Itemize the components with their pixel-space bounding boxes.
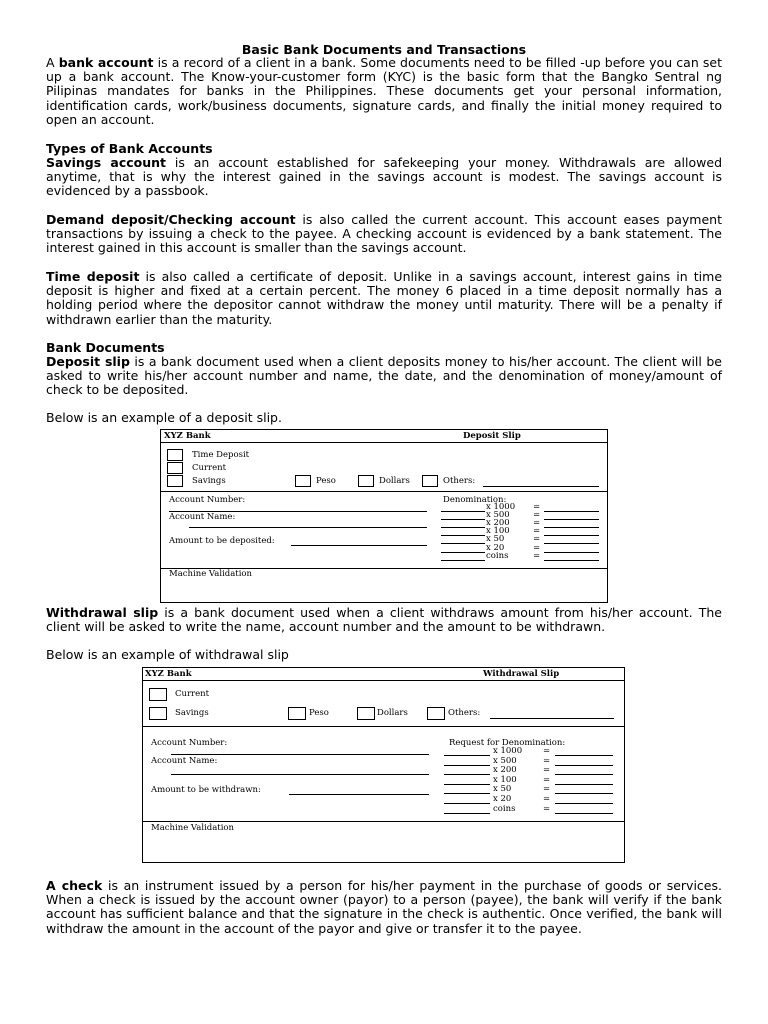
demand-paragraph: [46, 213, 722, 256]
denomination-count-field[interactable]: [444, 784, 490, 785]
divider: [143, 821, 624, 822]
withdrawal-bank-name: XYZ Bank: [145, 669, 192, 679]
denomination-amount-field[interactable]: [555, 755, 613, 756]
withdrawal-slip-form: [142, 667, 625, 863]
others-field[interactable]: [490, 718, 614, 719]
denomination-label: x 20: [486, 542, 505, 553]
account-name-field[interactable]: [171, 774, 429, 775]
deposit-form-title: Deposit Slip: [463, 431, 521, 441]
denomination-count-field[interactable]: [441, 543, 485, 544]
check-text: is an instrument issued by a person for his/her payment in the purchase of goods or services. When a check is issued by the account owner (payor) to a person (payee), the bank will verify if the bank account has sufficient balance and that the signature in the check is authentic. Once verified, the bank will withdraw the amount in the account of the payor and give or transfer it to the payee.: [46, 878, 722, 936]
current-label: Current: [175, 689, 210, 699]
withdrawal-term: Withdrawal slip: [46, 605, 159, 620]
equals-sign: =: [533, 510, 541, 521]
denomination-count-field[interactable]: [444, 774, 490, 775]
dollars-label: Dollars: [377, 708, 408, 718]
account-name-field[interactable]: [189, 527, 427, 528]
denomination-count-field[interactable]: [444, 755, 490, 756]
intro-paragraph: [46, 56, 722, 127]
amount-label: Amount to be withdrawn:: [151, 785, 261, 795]
denomination-amount-field[interactable]: [544, 511, 599, 512]
amount-field[interactable]: [291, 545, 427, 546]
equals-sign: =: [533, 550, 541, 561]
denomination-count-field[interactable]: [441, 552, 485, 553]
denomination-amount-field[interactable]: [544, 560, 599, 561]
denomination-label: x 1000: [493, 746, 523, 756]
intro-text: is a record of a client in a bank. Some documents need to be filled -up before you can set up a bank account. The Know-your-customer form (KYC) is the basic form that the Bangko Sentral ng Pilipinas mandates for banks in the Philippines. These documents get your personal information, identification cards, work/business documents, signature cards, and finally the initial money required to open an account.: [46, 55, 723, 127]
equals-sign: =: [543, 774, 551, 785]
withdrawal-example-caption: Below is an example of withdrawal slip: [46, 647, 289, 662]
equals-sign: =: [543, 765, 551, 776]
denomination-count-field[interactable]: [441, 560, 485, 561]
others-checkbox[interactable]: [422, 475, 438, 487]
denomination-label: x 50: [493, 784, 512, 795]
denomination-count-field[interactable]: [444, 765, 490, 766]
account-number-field[interactable]: [171, 754, 429, 755]
withdrawal-slip-paragraph: [46, 606, 722, 634]
docs-heading: Bank Documents: [46, 340, 165, 355]
denomination-count-field[interactable]: [444, 813, 490, 814]
others-field[interactable]: [483, 486, 599, 487]
denomination-label: x 1000: [486, 502, 516, 512]
denomination-title: Denomination:: [443, 495, 507, 505]
denomination-title: Request for Denomination:: [449, 738, 566, 748]
peso-label: Peso: [316, 476, 336, 486]
demand-text: is also called the current account. This account eases payment transactions by issuing a check to the payee. A checking account is evidenced by a bank statement. The interest gained in this account is smaller than the savings account.: [46, 212, 722, 256]
withdrawal-text: is a bank document used when a client withdraws amount from his/her account. The client will be asked to write the name, account number and the amount to be withdrawn.: [46, 605, 723, 635]
current-checkbox[interactable]: [167, 462, 183, 474]
denomination-count-field[interactable]: [441, 511, 485, 512]
equals-sign: =: [533, 502, 541, 512]
deposit-term: Deposit slip: [46, 354, 130, 369]
denomination-amount-field[interactable]: [555, 793, 613, 794]
current-checkbox[interactable]: [149, 688, 167, 701]
equals-sign: =: [543, 803, 551, 814]
equals-sign: =: [533, 534, 541, 545]
divider: [143, 726, 624, 727]
page-title: Basic Bank Documents and Transactions: [241, 42, 527, 57]
account-name-label: Account Name:: [151, 756, 218, 766]
account-number-label: Account Number:: [169, 495, 246, 505]
intro-prefix: A: [46, 55, 59, 70]
denomination-amount-field[interactable]: [555, 813, 613, 814]
denomination-label: x 100: [486, 526, 510, 537]
denomination-amount-field[interactable]: [555, 803, 613, 804]
divider: [143, 680, 624, 681]
deposit-text: is a bank document used when a client deposits money to his/her account. The client will be asked to write his/her account number and name, the date, and the denomination of money/amount of check to be deposited.: [46, 354, 722, 398]
denomination-amount-field[interactable]: [555, 765, 613, 766]
peso-checkbox[interactable]: [295, 475, 311, 487]
denomination-count-field[interactable]: [441, 527, 485, 528]
others-checkbox[interactable]: [427, 707, 445, 720]
dollars-label: Dollars: [379, 476, 410, 486]
denomination-count-field[interactable]: [444, 793, 490, 794]
savings-checkbox[interactable]: [167, 475, 183, 487]
withdrawal-form-title: Withdrawal Slip: [483, 669, 560, 679]
equals-sign: =: [543, 755, 551, 766]
denomination-amount-field[interactable]: [555, 784, 613, 785]
denomination-amount-field[interactable]: [544, 543, 599, 544]
denomination-amount-field[interactable]: [555, 774, 613, 775]
denomination-count-field[interactable]: [441, 535, 485, 536]
time-deposit-paragraph: [46, 270, 722, 327]
deposit-slip-paragraph: [46, 355, 722, 398]
time-term: Time deposit: [46, 269, 140, 284]
equals-sign: =: [543, 784, 551, 795]
others-label: Others:: [443, 476, 476, 486]
denomination-label: coins: [486, 550, 509, 561]
denomination-count-field[interactable]: [441, 519, 485, 520]
denomination-label: x 500: [486, 510, 510, 521]
denomination-amount-field[interactable]: [544, 527, 599, 528]
dollars-checkbox[interactable]: [358, 475, 374, 487]
denomination-label: x 200: [486, 518, 510, 529]
divider: [161, 491, 607, 492]
denomination-amount-field[interactable]: [544, 519, 599, 520]
account-number-label: Account Number:: [151, 738, 228, 748]
amount-field[interactable]: [289, 794, 429, 795]
savings-text: is an account established for safekeeping your money. Withdrawals are allowed anytime, that is why the interest gained in the savings account is modest. The savings account is evidenced by a passbook.: [46, 155, 722, 199]
types-heading: Types of Bank Accounts: [46, 141, 213, 156]
savings-label: Savings: [192, 476, 226, 486]
time-text: is also called a certificate of deposit. Unlike in a savings account, interest gains in time deposit is higher and fixed at a certain percent. The money 6 placed in a time deposit normally has a holding period where the depositor cannot withdraw the money until maturity. There will be a penalty if withdrawn earlier than the maturity.: [46, 269, 723, 327]
equals-sign: =: [543, 746, 551, 756]
equals-sign: =: [533, 526, 541, 537]
peso-checkbox[interactable]: [288, 707, 306, 720]
equals-sign: =: [543, 794, 551, 804]
others-label: Others:: [448, 708, 481, 718]
time-deposit-checkbox[interactable]: [167, 449, 183, 461]
savings-label: Savings: [175, 708, 209, 718]
machine-validation-label: Machine Validation: [151, 823, 235, 833]
denomination-amount-field[interactable]: [544, 535, 599, 536]
savings-term: Savings account: [46, 155, 167, 170]
demand-term: Demand deposit/Checking account: [46, 212, 296, 227]
savings-checkbox[interactable]: [149, 707, 167, 720]
machine-validation-label: Machine Validation: [169, 569, 253, 579]
check-paragraph: [46, 879, 722, 936]
equals-sign: =: [533, 518, 541, 529]
denomination-label: x 50: [486, 534, 505, 545]
intro-term: bank account: [58, 55, 154, 70]
savings-paragraph: [46, 156, 722, 199]
dollars-checkbox[interactable]: [357, 707, 375, 720]
denomination-label: coins: [493, 803, 516, 814]
divider: [161, 442, 607, 443]
denomination-count-field[interactable]: [444, 803, 490, 804]
equals-sign: =: [533, 542, 541, 553]
time-deposit-label: Time Deposit: [192, 450, 250, 460]
denomination-label: x 20: [493, 794, 512, 804]
peso-label: Peso: [309, 708, 329, 718]
deposit-bank-name: XYZ Bank: [164, 431, 211, 441]
denomination-amount-field[interactable]: [544, 552, 599, 553]
account-name-label: Account Name:: [169, 512, 236, 522]
denomination-label: x 100: [493, 774, 517, 785]
deposit-slip-form: [160, 429, 608, 603]
current-label: Current: [192, 463, 227, 473]
deposit-example-caption: Below is an example of a deposit slip.: [46, 410, 282, 425]
check-term: A check: [46, 878, 103, 893]
amount-label: Amount to be deposited:: [169, 536, 275, 546]
denomination-label: x 200: [493, 765, 517, 776]
denomination-label: x 500: [493, 755, 517, 766]
